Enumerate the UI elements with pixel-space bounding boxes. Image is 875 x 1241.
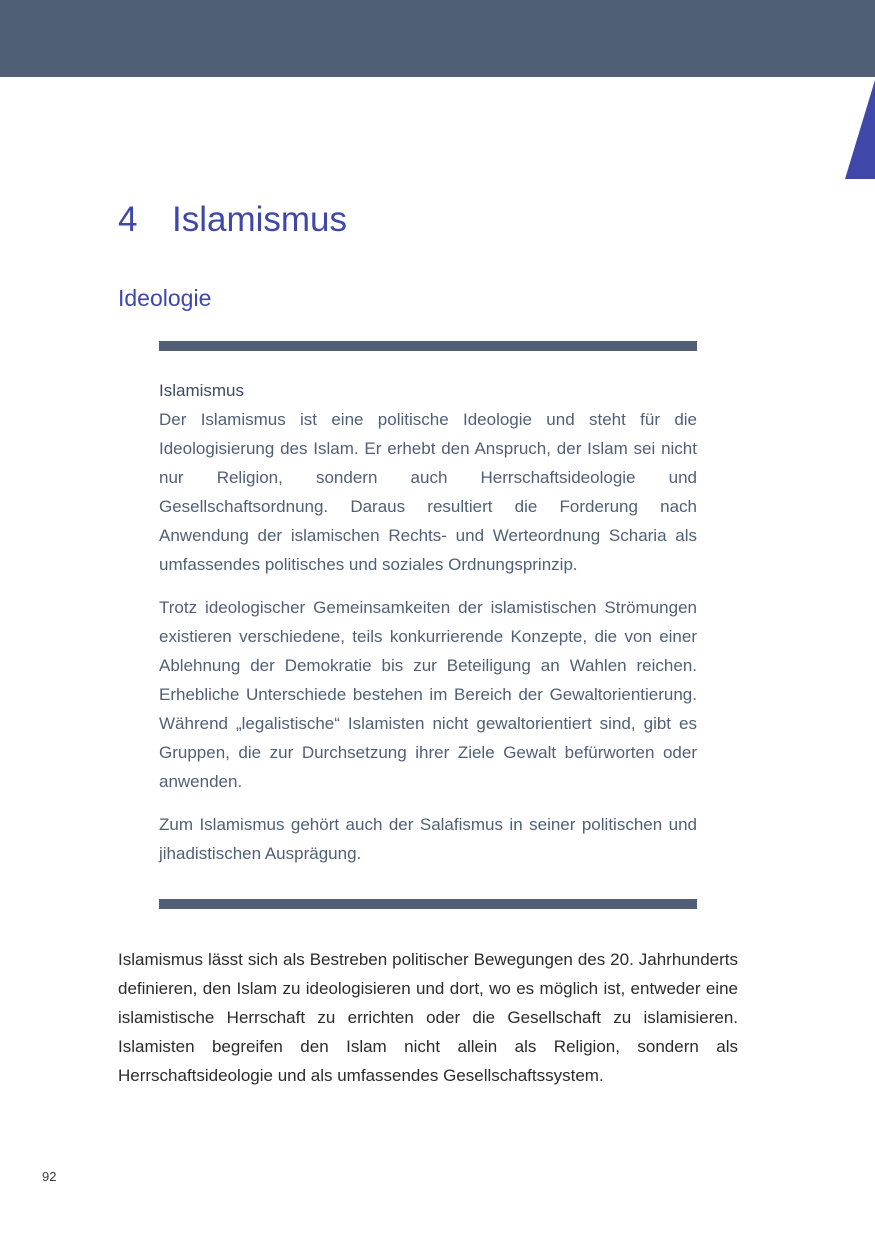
- definition-box: [159, 376, 697, 882]
- definition-title: Islamismus: [159, 381, 245, 400]
- definition-box-top-rule: [159, 341, 697, 351]
- header-band: [0, 0, 875, 77]
- chapter-number: 4: [118, 200, 138, 239]
- page-number: 92: [42, 1169, 57, 1184]
- definition-paragraph: Der Islamismus ist eine politische Ideologie und steht für die Ideologisierung des Islam. Er erhebt den Anspruch, der Islam sei nicht nur Religion, sondern auch Herrschaftsideologie und Gesellschaftsordnung. Daraus resultiert die Forderung nach Anwendung der islamischen Rechts- und Werteordnung Scharia als umfassendes politisches und soziales Ordnungsprinzip.: [159, 410, 697, 574]
- chapter-tab-marker: [845, 80, 875, 179]
- definition-paragraph: Zum Islamismus gehört auch der Salafismus in seiner politischen und jihadistischen Ausprägung.: [159, 815, 697, 863]
- section-heading: Ideologie: [118, 285, 212, 311]
- definition-paragraph: Trotz ideologischer Gemeinsamkeiten der islamistischen Strömungen existieren verschiedene, teils konkurrierende Konzepte, die von einer Ablehnung der Demokratie bis zur Beteiligung an Wahlen reichen. Erhebliche Unterschiede bestehen im Bereich der Gewaltorientierung. Während „legalistische“ Islamisten nicht gewaltorientiert sind, gibt es Gruppen, die zur Durchsetzung ihrer Ziele Gewalt befürworten oder anwenden.: [159, 598, 697, 791]
- chapter-heading: [118, 200, 347, 240]
- body-paragraph: Islamismus lässt sich als Bestreben politischer Bewegungen des 20. Jahrhunderts definieren, den Islam zu ideologisieren und dort, wo es möglich ist, entweder eine islamistische Herrschaft zu errichten oder die Gesellschaft zu islamisieren. Islamisten begreifen den Islam nicht allein als Religion, sondern als Herrschaftsideologie und als umfassendes Gesellschaftssystem.: [118, 950, 738, 1085]
- definition-box-bottom-rule: [159, 899, 697, 909]
- chapter-title: Islamismus: [172, 200, 348, 239]
